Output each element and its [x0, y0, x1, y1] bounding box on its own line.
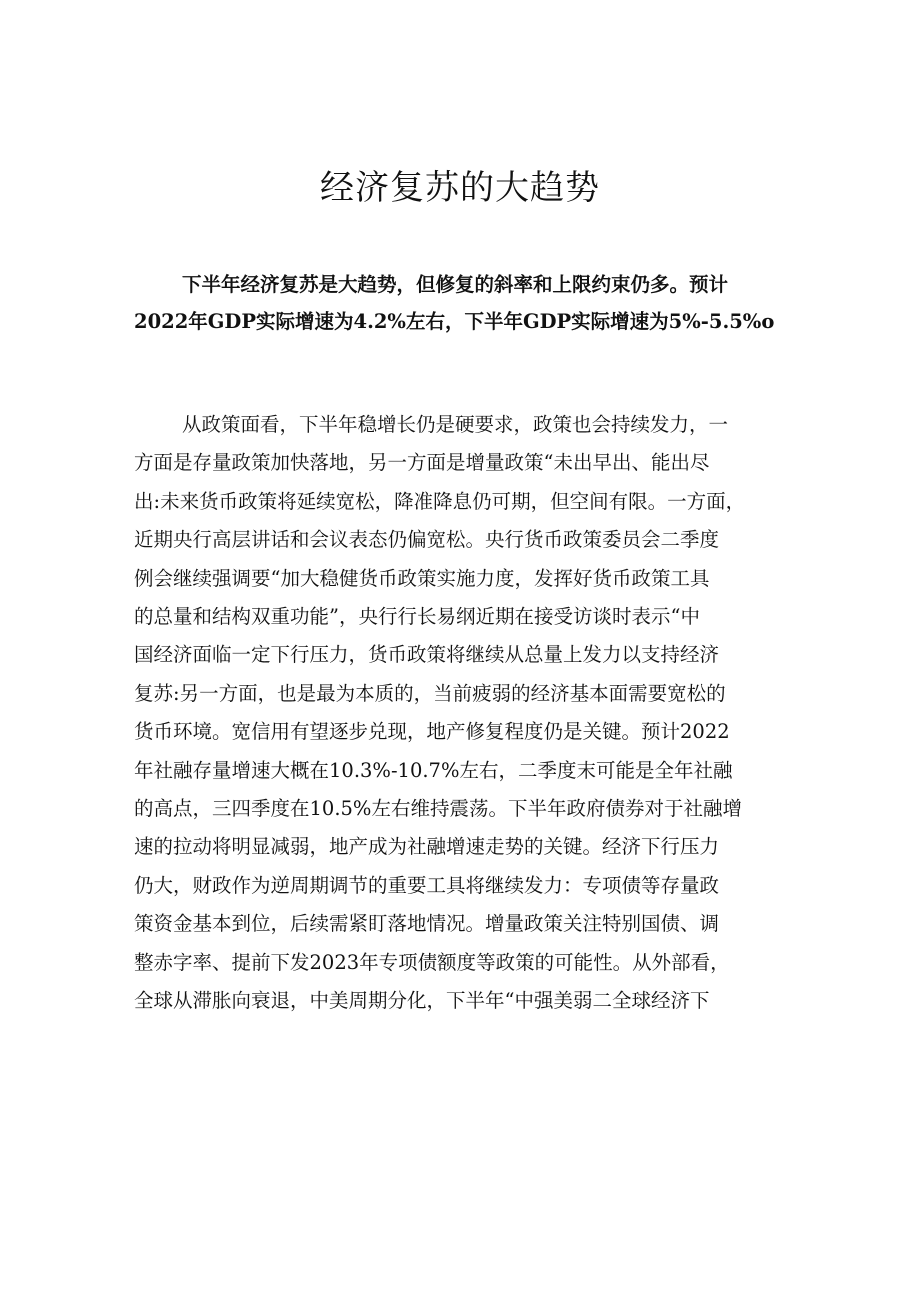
body-line: 仍大，财政作为逆周期调节的重要工具将继续发力：专项债等存量政	[134, 873, 720, 897]
body-line: 从政策面看，下半年稳增长仍是硬要求，政策也会持续发力，一	[182, 413, 729, 436]
body-line: 策资金基本到位，后续需紧盯落地情况。增量政策关注特别国债、调	[134, 912, 720, 936]
summary-paragraph	[134, 266, 798, 340]
body-line: 全球从滞胀向衰退，中美周期分化，下半年“中强美弱二全球经济下	[134, 989, 710, 1013]
body-paragraph	[134, 406, 800, 1021]
body-line: 的高点，三四季度在10.5%左右维持震荡。下半年政府债券对于社融增	[134, 797, 742, 821]
body-line: 出:未来货币政策将延续宽松，降准降息仍可期，但空间有限。一方面，	[134, 489, 746, 513]
body-line: 的总量和结构双重功能”，央行行长易纲近期在接受访谈时表示“中	[134, 605, 700, 629]
body-line: 年社融存量增速大概在10.3%-10.7%左右，二季度末可能是全年社融	[134, 758, 733, 782]
body-line: 复苏:另一方面，也是最为本质的，当前疲弱的经济基本面需要宽松的	[134, 681, 726, 705]
document-title: 经济复苏的大趋势	[320, 168, 600, 208]
summary-line: 下半年经济复苏是大趋势，但修复的斜率和上限约束仍多。预计	[182, 273, 729, 296]
body-line: 方面是存量政策加快落地，另一方面是增量政策“未出早出、能出尽	[134, 451, 710, 475]
body-line: 整赤字率、提前下发2023年专项债额度等政策的可能性。从外部看，	[134, 950, 730, 974]
body-line: 国经济面临一定下行压力，货币政策将继续从总量上发力以支持经济	[134, 643, 720, 667]
summary-line: 2022年GDP实际增速为4.2%左右，下半年GDP实际增速为5%-5.5%o	[134, 310, 775, 333]
body-line: 例会继续强调要“加大稳健货币政策实施力度，发挥好货币政策工具	[134, 566, 710, 590]
body-line: 货币环境。宽信用有望逐步兑现，地产修复程度仍是关键。预计2022	[134, 720, 730, 744]
body-line: 速的拉动将明显减弱，地产成为社融增速走势的关键。经济下行压力	[134, 835, 720, 859]
body-line: 近期央行高层讲话和会议表态仍偏宽松。央行货币政策委员会二季度	[134, 528, 720, 552]
